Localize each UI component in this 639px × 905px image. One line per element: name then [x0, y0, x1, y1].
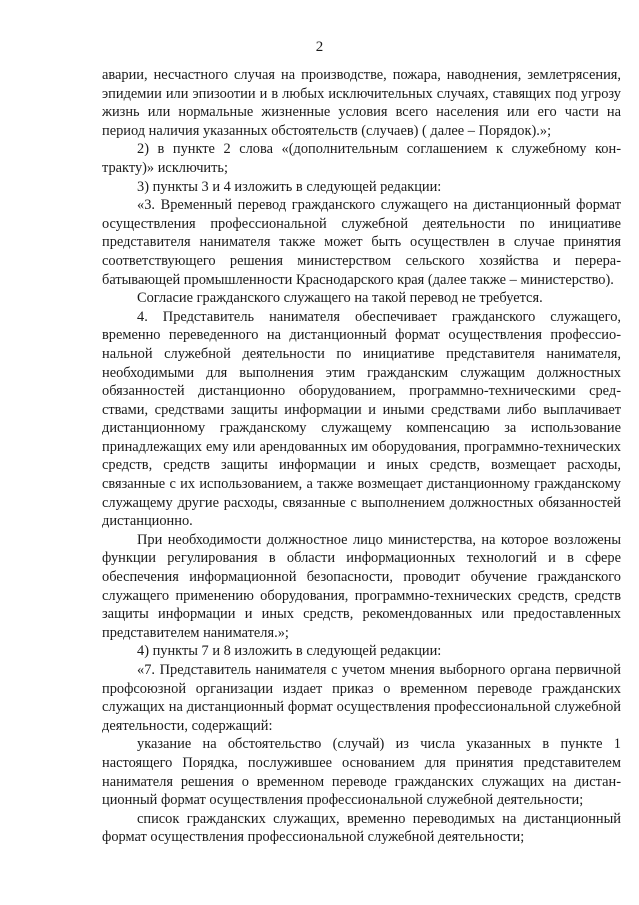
document-body — [102, 66, 621, 847]
paragraph-item-3: 3) пункты 3 и 4 изложить в следующей редакции: — [137, 178, 442, 195]
paragraph-employee-list: список гражданских служащих, временно переводимых на дистанционный формат осуществления профессиональной служебной деятельности; — [102, 810, 621, 846]
paragraph-clause-4: 4. Представитель нанимателя обеспечивает гражданского служащего, временно переведенного на дистанционный формат осуществления профессиональной служебной деятельности по инициативе представителя нанимателя, необходимыми для выполнения этим гражданским служащим должностных обязанностей дистанционно оборудованием, программно-техническими средствами, средствами защиты информации и иными средствами либо выплачивает дистанционному гражданскому служащему компенсацию за использование принадлежащих ему или арендованных им оборудования, программно-технических средств, средств защиты информации и иных средств, возмещает расходы, связанные с их использованием, а также возмещает дистанционному гражданскому служащему другие расходы, связанные с выполнением должностных обязанностей дистанционно. — [102, 308, 621, 530]
paragraph-indication: указание на обстоятельство (случай) из числа указанных в пункте 1 настоящего Порядка, послужившее основанием для принятия представителем нанимателя решения о временном переводе гражданских служащих на дистанционный формат осуществления профессиональной служебной деятельности; — [102, 736, 621, 809]
paragraph-item-4: 4) пункты 7 и 8 изложить в следующей редакции: — [137, 643, 442, 660]
paragraph-clause-7: «7. Представитель нанимателя с учетом мнения выборного органа первичной профсоюзной организации издает приказ о временном переводе гражданских служащих на дистанционный формат осуществления профессиональной служебной деятельности, содержащий: — [102, 662, 621, 734]
paragraph-consent: Согласие гражданского служащего на такой перевод не требуется. — [137, 290, 543, 307]
page-number: 2 — [315, 39, 324, 55]
paragraph-training: При необходимости должностное лицо министерства, на которое возложены функции регулирования в области информационных технологий и в сфере обеспечения информационной безопасности, проводит обучение гражданского служащего применению оборудования, программно-технических средств, средств защиты информации и иных средств, рекомендованных или предоставленных представителем нанимателя.»; — [102, 531, 621, 641]
paragraph-continuation: аварии, несчастного случая на производстве, пожара, наводнения, землетрясения, эпидемии или эпизоотии и в любых исключительных случаях, ставящих под угрозу жизнь или нормальные жизненные условия всего населения или его части на период наличия указанных обстоятельств (случаев) ( далее – Порядок).»; — [102, 67, 621, 139]
paragraph-clause-3: «3. Временный перевод гражданского служащего на дистанционный формат осуществления профессиональной служебной деятельности по инициативе представителя нанимателя также может быть осуществлен в случае принятия соответствующего решения министерством сельского хозяйства и перерабатывающей промышленности Краснодарского края (далее также – министерство). — [102, 197, 621, 288]
paragraph-item-2: 2) в пункте 2 слова «(дополнительным соглашением к служебному контракту)» исключить; — [102, 141, 621, 176]
